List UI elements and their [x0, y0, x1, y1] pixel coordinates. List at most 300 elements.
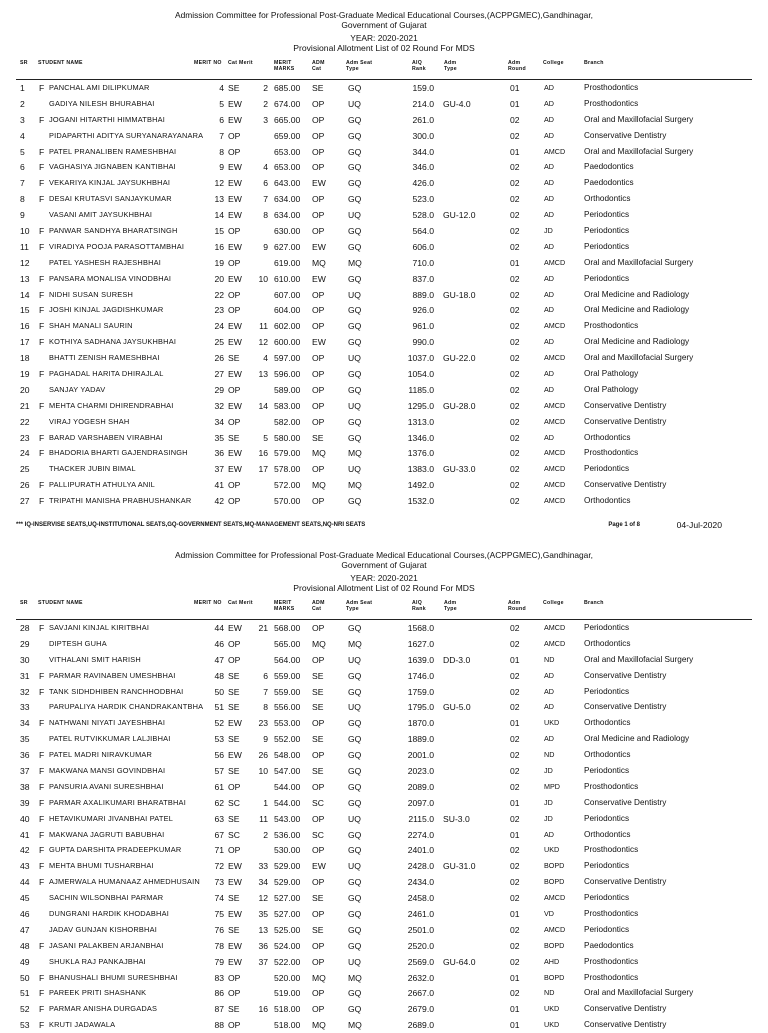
adm-round: 01 [510, 718, 520, 729]
cat-merit: 3 [263, 114, 268, 125]
table-row [16, 334, 752, 350]
student-name: SAVJANI KINJAL KIRITBHAI [49, 623, 150, 632]
category: EW [228, 162, 242, 173]
col-aiq: AIQ Rank [412, 60, 426, 72]
adm-round: 02 [510, 194, 520, 205]
category: SE [228, 813, 240, 824]
adm-category: OP [312, 940, 325, 951]
table-row [16, 445, 752, 461]
aiq-rank: 2023.0 [407, 766, 434, 777]
merit-no: 79 [214, 956, 224, 967]
category: OP [228, 130, 241, 141]
category: EW [228, 273, 242, 284]
college: AD [544, 98, 554, 108]
college: AMCD [544, 638, 566, 648]
merit-no: 29 [214, 384, 224, 395]
seat-type: GQ [348, 114, 362, 125]
college: AD [544, 114, 554, 124]
adm-round: 02 [510, 337, 520, 348]
category: OP [228, 416, 241, 427]
college: ND [544, 654, 555, 664]
merit-marks: 570.00 [274, 496, 301, 507]
merit-no: 71 [214, 845, 224, 856]
merit-marks: 653.00 [274, 162, 301, 173]
sr-number: 33 [20, 702, 30, 713]
merit-marks: 544.00 [274, 797, 301, 808]
category: EW [228, 178, 242, 189]
adm-category: OP [312, 718, 325, 729]
branch: Oral and Maxillofacial Surgery [584, 146, 694, 156]
table-row [16, 795, 752, 811]
adm-round: 02 [510, 940, 520, 951]
gender: F [39, 369, 45, 380]
category: OP [228, 480, 241, 491]
adm-round: 01 [510, 797, 520, 808]
student-name: PANSARA MONALISA VINODBHAI [49, 273, 172, 283]
adm-round: 02 [510, 210, 520, 221]
table-row [16, 906, 752, 922]
aiq-rank: 2667.0 [407, 988, 434, 999]
table-row [16, 382, 752, 398]
merit-no: 53 [214, 734, 224, 745]
sr-number: 3 [20, 114, 25, 125]
branch: Orthodontics [584, 750, 631, 760]
sr-number: 44 [20, 877, 30, 888]
aiq-rank: 2401.0 [407, 845, 434, 856]
sr-number: 11 [20, 241, 29, 252]
sr-number: 15 [20, 305, 30, 316]
adm-category: OP [312, 654, 325, 665]
col-aiq: AIQ Rank [412, 600, 426, 612]
table-row [16, 350, 752, 366]
print-date: 04-Jul-2020 [676, 520, 722, 530]
branch: Oral and Maxillofacial Surgery [584, 257, 694, 267]
aiq-rank: 990.0 [412, 337, 434, 348]
student-name: NIDHI SUSAN SURESH [49, 289, 134, 299]
student-name: BHATTI ZENISH RAMESHBHAI [49, 353, 160, 363]
student-name: JASANI PALAKBEN ARJANBHAI [49, 940, 164, 950]
student-name: PANSURIA AVANI SURESHBHAI [49, 781, 164, 791]
table-row [16, 128, 752, 144]
gender: F [39, 670, 45, 681]
adm-category: SC [312, 797, 324, 808]
adm-round: 02 [510, 877, 520, 888]
sr-number: 38 [20, 781, 30, 792]
adm-round: 02 [510, 369, 520, 380]
branch: Orthodontics [584, 638, 631, 648]
gender: F [39, 686, 45, 697]
merit-no: 47 [214, 654, 224, 665]
adm-category: OP [312, 1004, 325, 1015]
merit-no: 20 [214, 273, 224, 284]
merit-no: 83 [214, 972, 224, 983]
aiq-rank: 2434.0 [407, 877, 434, 888]
college: AMCD [544, 416, 566, 426]
category: SE [228, 670, 240, 681]
col-college: College [543, 600, 564, 606]
table-row [16, 731, 752, 747]
sr-number: 21 [20, 400, 30, 411]
col-merit: MERIT NO [194, 60, 222, 66]
sr-number: 40 [20, 813, 30, 824]
aiq-rank: 2520.0 [407, 940, 434, 951]
student-name: PARUPALIYA HARDIK CHANDRAKANTBHA [49, 702, 204, 712]
merit-marks: 634.00 [274, 194, 301, 205]
table-row [16, 207, 752, 223]
adm-round: 01 [510, 83, 520, 93]
merit-no: 48 [214, 670, 224, 681]
branch: Oral and Maxillofacial Surgery [584, 114, 694, 124]
aiq-rank: 2097.0 [407, 797, 434, 808]
college: ND [544, 988, 555, 998]
col-name: STUDENT NAME [38, 600, 83, 606]
cat-merit: 34 [258, 877, 268, 888]
college: AD [544, 130, 554, 140]
merit-no: 73 [214, 877, 224, 888]
table-row [16, 493, 752, 509]
adm-category: SE [312, 670, 324, 681]
gender: F [39, 877, 45, 888]
merit-marks: 552.00 [274, 734, 301, 745]
aiq-rank: 1383.0 [407, 464, 434, 475]
category: OP [228, 384, 241, 395]
merit-marks: 527.00 [274, 909, 301, 920]
table-row [16, 684, 752, 700]
adm-category: SE [312, 702, 324, 713]
merit-no: 26 [214, 353, 224, 364]
col-branch: Branch [584, 60, 604, 66]
gender: F [39, 766, 45, 777]
adm-round: 01 [510, 1004, 520, 1015]
seat-type: GQ [348, 194, 362, 205]
merit-no: 27 [214, 369, 224, 380]
aiq-rank: 2632.0 [407, 972, 434, 983]
merit-no: 44 [214, 623, 224, 633]
sr-number: 25 [20, 464, 30, 475]
adm-category: OP [312, 210, 325, 221]
seat-type: GQ [348, 162, 362, 173]
category: SE [228, 702, 240, 713]
adm-round: 02 [510, 893, 520, 904]
aiq-rank: 2428.0 [407, 861, 434, 872]
sr-number: 26 [20, 480, 30, 491]
merit-marks: 520.00 [274, 972, 301, 983]
student-name: SHUKLA RAJ PANKAJBHAI [49, 956, 146, 966]
table-row [16, 1001, 752, 1017]
category: SE [228, 766, 240, 777]
table-row [16, 747, 752, 763]
aiq-rank: 889.0 [412, 289, 434, 300]
sr-number: 53 [20, 1020, 30, 1031]
branch: Periodontics [584, 210, 630, 220]
seat-type: GQ [348, 734, 362, 745]
category: SE [228, 83, 240, 93]
sr-number: 20 [20, 384, 30, 395]
adm-category: SE [312, 893, 324, 904]
seat-type: GQ [348, 337, 362, 348]
merit-marks: 579.00 [274, 448, 301, 459]
college: AD [544, 702, 554, 712]
table-row [16, 80, 752, 96]
adm-category: OP [312, 226, 325, 237]
table-row [16, 414, 752, 430]
table-row [16, 763, 752, 779]
merit-no: 62 [214, 797, 224, 808]
col-seattype: Adm Seat Type [346, 600, 373, 612]
category: SE [228, 734, 240, 745]
adm-round: 02 [510, 321, 520, 332]
aiq-rank: 837.0 [412, 273, 434, 284]
category: EW [228, 750, 242, 761]
merit-no: 52 [214, 718, 224, 729]
sr-number: 30 [20, 654, 30, 665]
gender: F [39, 829, 45, 840]
cat-merit: 12 [258, 893, 268, 904]
cat-merit: 21 [258, 623, 268, 633]
merit-marks: 653.00 [274, 146, 301, 157]
sr-number: 52 [20, 1004, 30, 1015]
merit-marks: 602.00 [274, 321, 301, 332]
seat-type: UQ [348, 353, 361, 364]
category: SE [228, 924, 240, 935]
merit-no: 72 [214, 861, 224, 872]
gender: F [39, 972, 45, 983]
college: BOPD [544, 972, 565, 982]
table-row [16, 398, 752, 414]
sr-number: 4 [20, 130, 25, 141]
gender: F [39, 273, 45, 284]
gender: F [39, 289, 45, 300]
aiq-rank: 1870.0 [407, 718, 434, 729]
aiq-rank: 564.0 [412, 226, 434, 237]
student-name: DUNGRANI HARDIK KHODABHAI [49, 909, 169, 919]
page-1-header [0, 0, 768, 53]
category: EW [228, 369, 242, 380]
aiq-rank: 2461.0 [407, 909, 434, 920]
merit-no: 35 [214, 432, 224, 443]
student-name: PATEL MADRI NIRAVKUMAR [49, 750, 153, 760]
page-footer [16, 522, 752, 528]
merit-no: 46 [214, 638, 224, 649]
gender: F [39, 480, 45, 491]
col-branch: Branch [584, 600, 604, 606]
branch: Periodontics [584, 464, 630, 474]
college: BOPD [544, 877, 565, 887]
aiq-rank: 1054.0 [407, 369, 434, 380]
col-catmerit: Cat Merit [228, 60, 253, 66]
col-admtype: Adm Type [444, 60, 457, 72]
college: AD [544, 178, 554, 188]
adm-category: OP [312, 623, 325, 633]
adm-category: OP [312, 909, 325, 920]
category: OP [228, 146, 241, 157]
merit-marks: 582.00 [274, 416, 301, 427]
student-name: MAKWANA MANSI GOVINDBHAI [49, 766, 166, 776]
adm-category: SC [312, 829, 324, 840]
cat-merit: 4 [263, 353, 268, 364]
cat-merit: 9 [263, 241, 268, 252]
merit-marks: 543.00 [274, 813, 301, 824]
aiq-rank: 2001.0 [407, 750, 434, 761]
seat-type: UQ [348, 98, 361, 109]
adm-round: 01 [510, 257, 520, 268]
college: VD [544, 909, 554, 919]
aiq-rank: 1185.0 [408, 384, 434, 395]
aiq-rank: 344.0 [412, 146, 434, 157]
table-row [16, 779, 752, 795]
aiq-rank: 261.0 [412, 114, 434, 125]
aiq-rank: 1746.0 [407, 670, 434, 681]
table-row [16, 858, 752, 874]
merit-no: 78 [214, 940, 224, 951]
adm-category: MQ [312, 480, 326, 491]
col-seattype: Adm Seat Type [346, 60, 373, 72]
aiq-rank: 2089.0 [407, 781, 434, 792]
sr-number: 42 [20, 845, 30, 856]
college: AMCD [544, 353, 566, 363]
category: SE [228, 686, 240, 697]
adm-category: MQ [312, 257, 326, 268]
table-row [16, 811, 752, 827]
category: OP [228, 496, 241, 507]
seat-type: GQ [348, 1004, 362, 1015]
aiq-rank: 1639.0 [407, 654, 434, 665]
student-name: VEKARIYA KINJAL JAYSUKHBHAI [49, 178, 171, 188]
cat-merit: 4 [263, 162, 268, 173]
college: AD [544, 305, 554, 315]
branch: Prosthodontics [584, 781, 639, 791]
college: AMCD [544, 400, 566, 410]
student-name: JOGANI HITARTHI HIMMATBHAI [49, 114, 166, 124]
table-row [16, 668, 752, 684]
header-line-4: Provisional Allotment List of 02 Round For MDS [293, 43, 475, 53]
seat-type: GQ [348, 845, 362, 856]
cat-merit: 2 [263, 829, 268, 840]
header-line-3: YEAR: 2020-2021 [350, 573, 418, 583]
gender: F [39, 241, 45, 252]
cat-merit: 6 [263, 178, 268, 189]
category: EW [228, 321, 242, 332]
aiq-rank: 926.0 [412, 305, 434, 316]
sr-number: 32 [20, 686, 30, 697]
branch: Prosthodontics [584, 321, 639, 331]
merit-no: 9 [219, 162, 224, 173]
merit-marks: 519.00 [274, 988, 301, 999]
gender: F [39, 861, 45, 872]
branch: Conservative Dentistry [584, 797, 667, 807]
college: JD [544, 813, 553, 823]
seat-type: GQ [348, 909, 362, 920]
cat-merit: 7 [263, 686, 268, 697]
seat-type: GQ [348, 893, 362, 904]
adm-category: OP [312, 130, 325, 141]
sr-number: 1 [20, 83, 25, 93]
category: OP [228, 972, 241, 983]
seat-type: GQ [348, 670, 362, 681]
category: EW [228, 337, 242, 348]
cat-merit: 10 [258, 273, 268, 284]
branch: Oral and Maxillofacial Surgery [584, 988, 694, 998]
table-row [16, 318, 752, 334]
table-row [16, 430, 752, 446]
aiq-rank: 1568.0 [407, 623, 434, 633]
gender: F [39, 448, 45, 459]
cat-merit: 33 [258, 861, 268, 872]
cat-merit: 36 [258, 940, 268, 951]
seat-type: GQ [348, 829, 362, 840]
branch: Conservative Dentistry [584, 1004, 667, 1014]
adm-category: MQ [312, 448, 326, 459]
category: SC [228, 829, 240, 840]
branch: Prosthodontics [584, 83, 639, 92]
branch: Oral Pathology [584, 384, 639, 394]
adm-round: 02 [510, 702, 520, 713]
student-name: PAREEK PRITI SHASHANK [49, 988, 147, 998]
student-name: MEHTA CHARMI DHIRENDRABHAI [49, 400, 174, 410]
merit-marks: 547.00 [274, 766, 301, 777]
header-line-2: Government of Gujarat [341, 20, 427, 30]
college: AD [544, 194, 554, 204]
adm-category: SE [312, 924, 324, 935]
merit-marks: 518.00 [274, 1020, 301, 1031]
student-name: MAKWANA JAGRUTI BABUBHAI [49, 829, 165, 839]
adm-round: 02 [510, 464, 520, 475]
seat-type: GQ [348, 877, 362, 888]
merit-marks: 524.00 [274, 940, 301, 951]
category: SE [228, 1004, 240, 1015]
student-name: MEHTA BHUMI TUSHARBHAI [49, 861, 154, 871]
category: EW [228, 623, 242, 633]
adm-round: 01 [510, 98, 520, 109]
college: JD [544, 766, 553, 776]
header-line-2: Government of Gujarat [341, 560, 427, 570]
merit-marks: 559.00 [274, 686, 301, 697]
student-name: PARMAR ANISHA DURGADAS [49, 1004, 158, 1014]
table-row [16, 699, 752, 715]
adm-round: 02 [510, 781, 520, 792]
college: AMCD [544, 448, 566, 458]
student-name: PATEL RUTVIKKUMAR LALJIBHAI [49, 734, 171, 744]
college: AD [544, 384, 554, 394]
cat-merit: 16 [258, 448, 268, 459]
seat-type: GQ [348, 750, 362, 761]
cat-merit: 13 [258, 924, 268, 935]
college: AD [544, 734, 554, 744]
category: EW [228, 464, 242, 475]
college: UKD [544, 718, 560, 728]
adm-round: 02 [510, 924, 520, 935]
adm-category: OP [312, 384, 325, 395]
sr-number: 19 [20, 369, 30, 380]
student-name: PALLIPURATH ATHULYA ANIL [49, 480, 155, 490]
aiq-rank: 1759.0 [407, 686, 434, 697]
seat-type: UQ [348, 956, 361, 967]
gender: F [39, 162, 45, 173]
student-name: PATEL PRANALIBEN RAMESHBHAI [49, 146, 177, 156]
branch: Conservative Dentistry [584, 480, 667, 490]
student-name: PARMAR RAVINABEN UMESHBHAI [49, 670, 176, 680]
merit-no: 36 [214, 448, 224, 459]
merit-no: 61 [214, 781, 224, 792]
seat-type: GQ [348, 384, 362, 395]
adm-category: OP [312, 289, 325, 300]
table-row [16, 175, 752, 191]
seat-type: GQ [348, 924, 362, 935]
college: AD [544, 289, 554, 299]
branch: Periodontics [584, 686, 630, 696]
merit-marks: 619.00 [274, 257, 301, 268]
col-catmerit: Cat Merit [228, 600, 253, 606]
